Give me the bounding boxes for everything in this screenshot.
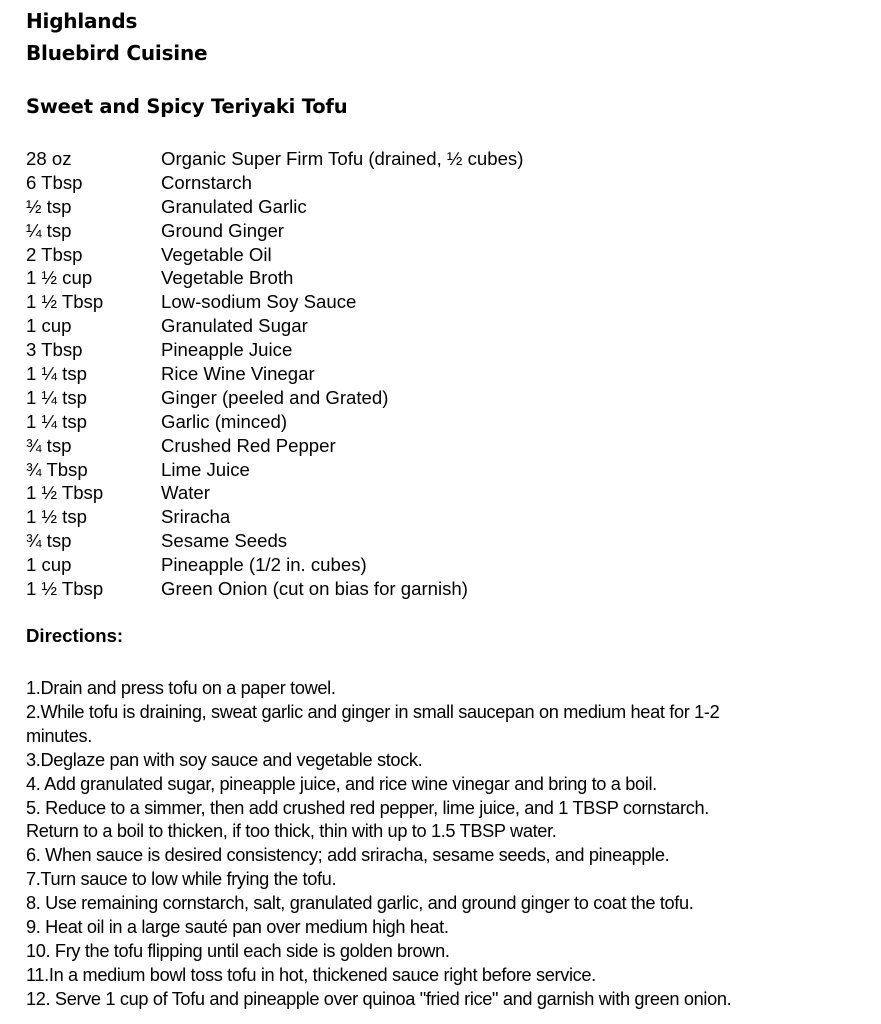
ingredient-name: Lime Juice xyxy=(161,458,250,480)
directions-heading: Directions: xyxy=(26,625,124,646)
ingredient-name: Low-sodium Soy Sauce xyxy=(161,291,357,313)
ingredient-name: Pineapple (1/2 in. cubes) xyxy=(161,554,367,576)
ingredient-quantity: 1 cup xyxy=(26,315,72,337)
direction-step-continuation: Return to a boil to thicken, if too thick, thin with up to 1.5 TBSP water. xyxy=(26,821,557,842)
ingredient-row xyxy=(26,338,523,362)
ingredient-name: Vegetable Oil xyxy=(161,243,272,265)
ingredient-row xyxy=(26,314,523,338)
direction-step: 4. Add granulated sugar, pineapple juice, and rice wine vinegar and bring to a boil. xyxy=(26,773,657,794)
ingredient-row xyxy=(26,577,523,601)
ingredient-row xyxy=(26,195,523,219)
ingredient-name: Vegetable Broth xyxy=(161,267,294,289)
ingredient-name: Sesame Seeds xyxy=(161,530,288,552)
ingredient-row xyxy=(26,529,523,553)
ingredient-quantity: 1 ¼ tsp xyxy=(26,410,87,432)
ingredient-quantity: 1 cup xyxy=(26,554,72,576)
ingredient-row xyxy=(26,147,523,171)
brand-name: Bluebird Cuisine xyxy=(26,41,208,65)
direction-step: 1.Drain and press tofu on a paper towel. xyxy=(26,678,336,698)
direction-step: 2.While tofu is draining, sweat garlic and ginger in small saucepan on medium heat for 1-2 xyxy=(26,701,720,722)
direction-step: 8. Use remaining cornstarch, salt, granulated garlic, and ground ginger to coat the tofu. xyxy=(26,893,694,914)
direction-step: 10. Fry the tofu flipping until each side is golden brown. xyxy=(26,940,450,961)
ingredient-name: Green Onion (cut on bias for garnish) xyxy=(161,578,468,600)
ingredient-name: Water xyxy=(161,482,210,504)
ingredient-quantity: 1 ½ Tbsp xyxy=(26,578,104,600)
direction-step-continuation: minutes. xyxy=(26,725,92,746)
ingredient-quantity: 1 ½ Tbsp xyxy=(26,291,104,313)
ingredient-quantity: ¾ Tbsp xyxy=(26,458,88,480)
ingredient-name: Rice Wine Vinegar xyxy=(161,363,315,385)
ingredient-quantity: ½ tsp xyxy=(26,195,72,217)
ingredient-row xyxy=(26,458,523,482)
ingredient-row xyxy=(26,219,523,243)
direction-step: 9. Heat oil in a large sauté pan over medium high heat. xyxy=(26,917,449,938)
ingredient-row xyxy=(26,243,523,267)
ingredient-row xyxy=(26,386,523,410)
ingredient-quantity: 6 Tbsp xyxy=(26,171,83,193)
ingredient-quantity: 1 ½ Tbsp xyxy=(26,482,104,504)
ingredient-row xyxy=(26,553,523,577)
recipe-title: Sweet and Spicy Teriyaki Tofu xyxy=(26,95,348,118)
ingredient-quantity: 2 Tbsp xyxy=(26,243,83,265)
ingredient-name: Granulated Garlic xyxy=(161,195,307,217)
direction-step: 3.Deglaze pan with soy sauce and vegetable stock. xyxy=(26,749,423,770)
ingredient-list xyxy=(26,147,523,601)
ingredient-row xyxy=(26,410,523,434)
ingredient-quantity: 1 ¼ tsp xyxy=(26,386,87,408)
ingredient-row xyxy=(26,481,523,505)
ingredient-name: Ginger (peeled and Grated) xyxy=(161,386,389,408)
ingredient-row xyxy=(26,362,523,386)
ingredient-quantity: ¾ tsp xyxy=(26,530,72,552)
ingredient-quantity: 1 ¼ tsp xyxy=(26,363,87,385)
ingredient-quantity: 28 oz xyxy=(26,148,72,169)
ingredient-name: Cornstarch xyxy=(161,171,252,193)
direction-step: 5. Reduce to a simmer, then add crushed red pepper, lime juice, and 1 TBSP cornstarch. xyxy=(26,797,709,818)
ingredient-quantity: 1 ½ cup xyxy=(26,267,93,289)
ingredient-name: Organic Super Firm Tofu (drained, ½ cubes) xyxy=(161,148,524,169)
ingredient-row xyxy=(26,266,523,290)
ingredient-quantity: ¼ tsp xyxy=(26,219,72,241)
ingredient-name: Sriracha xyxy=(161,506,231,528)
ingredient-name: Granulated Sugar xyxy=(161,315,308,337)
direction-step: 11.In a medium bowl toss tofu in hot, thickened sauce right before service. xyxy=(26,964,596,985)
ingredient-name: Garlic (minced) xyxy=(161,410,288,432)
ingredient-row xyxy=(26,434,523,458)
direction-step: 12. Serve 1 cup of Tofu and pineapple over quinoa "fried rice" and garnish with green onion. xyxy=(26,988,732,1009)
ingredient-name: Pineapple Juice xyxy=(161,339,293,361)
ingredient-name: Ground Ginger xyxy=(161,219,284,241)
organization-name: Highlands xyxy=(26,9,138,33)
ingredient-row xyxy=(26,505,523,529)
ingredient-quantity: ¾ tsp xyxy=(26,434,72,456)
ingredient-row xyxy=(26,171,523,195)
ingredient-row xyxy=(26,290,523,314)
directions-list xyxy=(26,677,876,1012)
direction-step: 6. When sauce is desired consistency; add sriracha, sesame seeds, and pineapple. xyxy=(26,845,670,866)
ingredient-quantity: 1 ½ tsp xyxy=(26,506,87,528)
ingredient-quantity: 3 Tbsp xyxy=(26,339,83,361)
ingredient-name: Crushed Red Pepper xyxy=(161,434,336,456)
direction-step: 7.Turn sauce to low while frying the tofu. xyxy=(26,869,337,890)
